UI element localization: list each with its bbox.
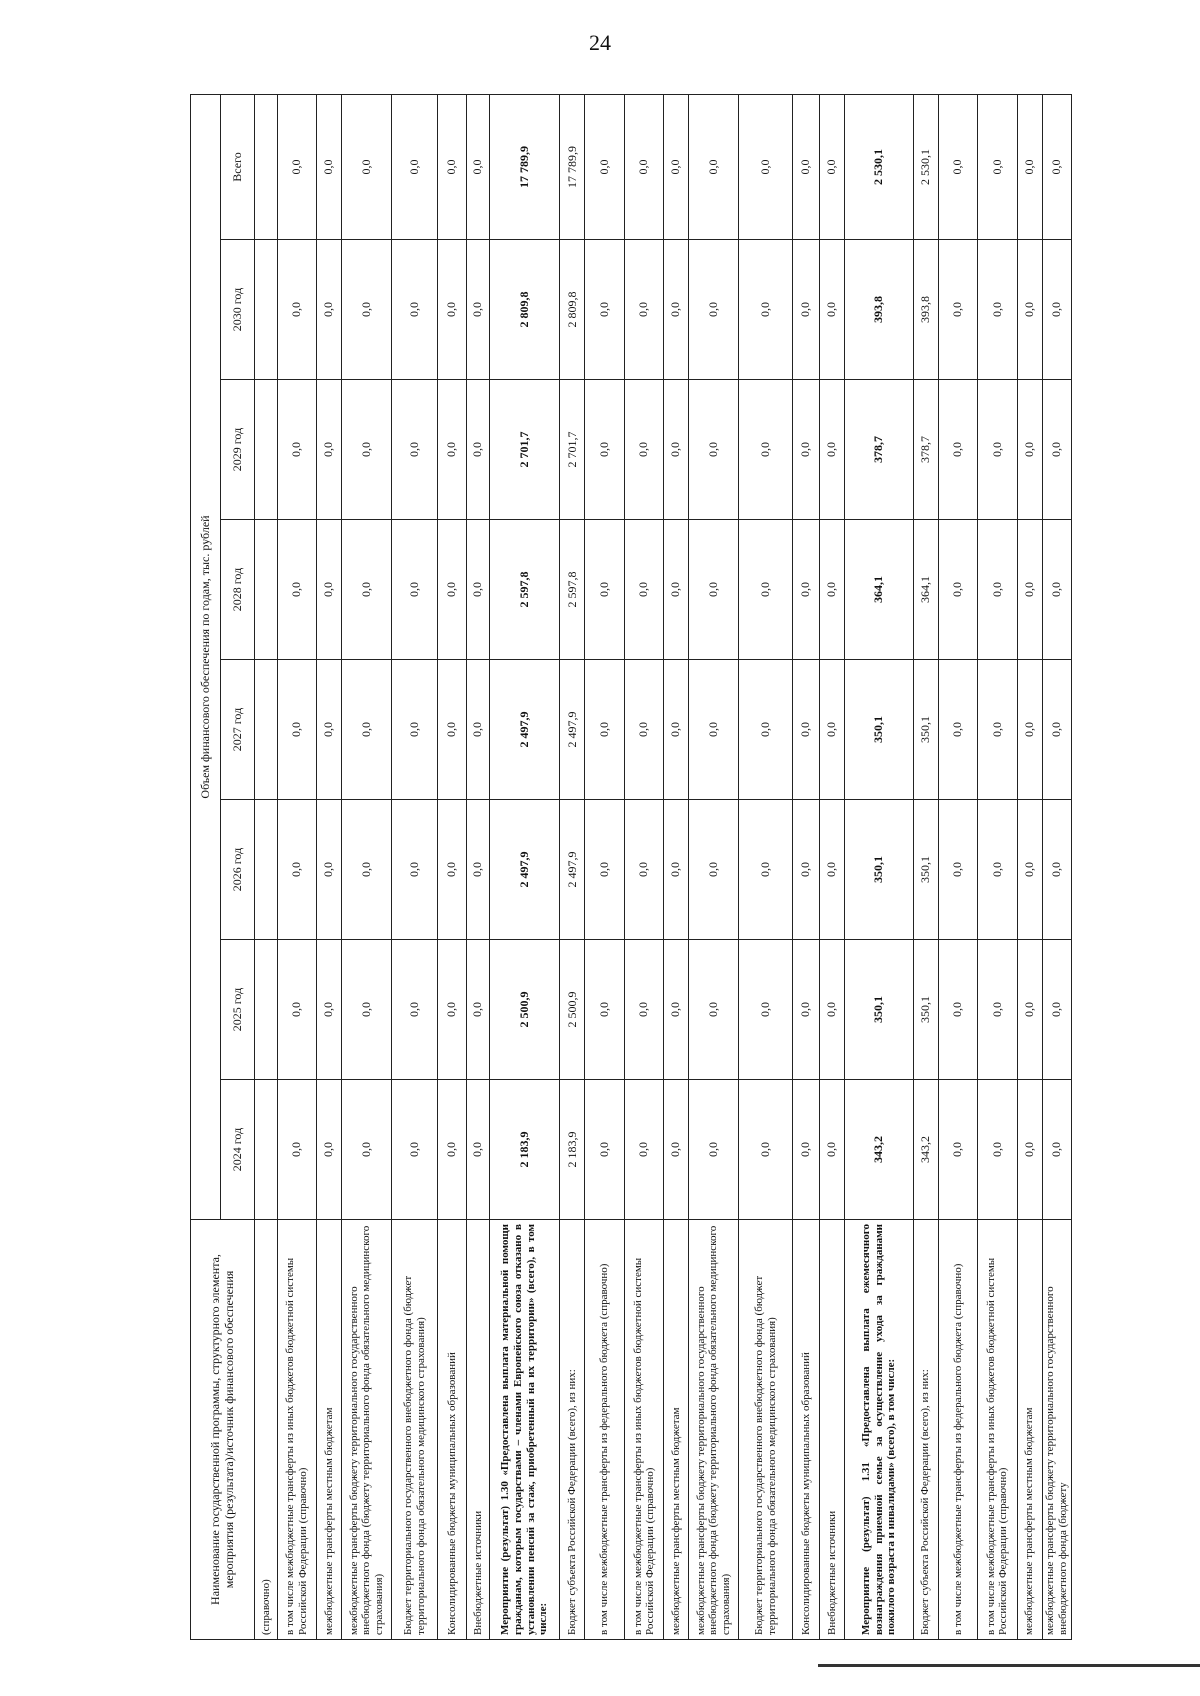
- value-cell: 0,0: [664, 660, 689, 800]
- row-label: межбюджетные трансферты местным бюджетам: [1017, 1220, 1042, 1640]
- total-cell: 0,0: [793, 94, 820, 239]
- table-row: [342, 94, 392, 1639]
- row-label: Бюджет территориального государственного внебюджетного фонда (бюджет территориального фонда обязательного медицинского страхования): [739, 1220, 793, 1640]
- value-cell: 0,0: [938, 660, 977, 800]
- value-cell: 0,0: [437, 800, 466, 940]
- value-cell: 0,0: [1042, 940, 1071, 1080]
- value-cell: 2 497,9: [489, 660, 560, 800]
- value-cell: 0,0: [938, 940, 977, 1080]
- value-cell: 0,0: [392, 520, 438, 660]
- value-cell: [255, 240, 278, 380]
- value-cell: 0,0: [624, 660, 663, 800]
- value-cell: 0,0: [317, 380, 342, 520]
- value-cell: 350,1: [913, 800, 938, 940]
- value-cell: 0,0: [820, 1080, 845, 1220]
- row-label: Мероприятие (результат) 1.30 «Предоставлена выплата материальной помощи гражданам, которым государствами – членами Европейского союза отказано в установлении пенсий за стаж, приобретенный на их территории» (всего), в том числе:: [489, 1220, 560, 1640]
- value-cell: 0,0: [664, 380, 689, 520]
- value-cell: 0,0: [437, 940, 466, 1080]
- year-header: 2027 год: [221, 660, 255, 800]
- value-cell: 0,0: [342, 800, 392, 940]
- table-row: [392, 94, 438, 1639]
- value-cell: 0,0: [392, 660, 438, 800]
- value-cell: 0,0: [1042, 520, 1071, 660]
- value-cell: 343,2: [913, 1080, 938, 1220]
- value-cell: 0,0: [820, 940, 845, 1080]
- table-row: [466, 94, 489, 1639]
- value-cell: [255, 660, 278, 800]
- value-cell: 0,0: [820, 240, 845, 380]
- value-cell: 0,0: [277, 660, 316, 800]
- page-number: 24: [589, 30, 611, 55]
- value-cell: 2 701,7: [489, 380, 560, 520]
- table-row: [820, 94, 845, 1639]
- value-cell: 0,0: [277, 800, 316, 940]
- value-cell: 0,0: [739, 240, 793, 380]
- table-row: [489, 94, 560, 1639]
- value-cell: 0,0: [739, 940, 793, 1080]
- row-label: в том числе межбюджетные трансферты из федерального бюджета (справочно): [938, 1220, 977, 1640]
- total-cell: 0,0: [1017, 94, 1042, 239]
- value-cell: 0,0: [585, 380, 624, 520]
- value-cell: 0,0: [664, 800, 689, 940]
- table-row: [277, 94, 316, 1639]
- value-cell: 0,0: [277, 240, 316, 380]
- value-cell: 0,0: [664, 1080, 689, 1220]
- value-cell: 0,0: [820, 380, 845, 520]
- value-cell: 393,8: [845, 240, 914, 380]
- value-cell: 0,0: [739, 380, 793, 520]
- header-row-1: [191, 94, 221, 1639]
- year-header: 2026 год: [221, 800, 255, 940]
- total-cell: 0,0: [739, 94, 793, 239]
- value-cell: 0,0: [739, 660, 793, 800]
- year-header: 2030 год: [221, 240, 255, 380]
- value-cell: 0,0: [689, 660, 739, 800]
- value-cell: 350,1: [913, 660, 938, 800]
- table-row: [560, 94, 585, 1639]
- value-cell: 0,0: [317, 520, 342, 660]
- value-cell: 0,0: [317, 660, 342, 800]
- value-cell: 2 500,9: [489, 940, 560, 1080]
- row-label: межбюджетные трансферты бюджету территориального государственного внебюджетного фонда (бюджету территориального фонда обязательного медицинского страхования): [689, 1220, 739, 1640]
- value-cell: 0,0: [793, 1080, 820, 1220]
- row-label: межбюджетные трансферты бюджету территориального государственного внебюджетного фонда (бюджету территориального фонда обязательного медицинского страхования): [342, 1220, 392, 1640]
- value-cell: 0,0: [1017, 940, 1042, 1080]
- value-cell: 0,0: [392, 800, 438, 940]
- row-label: Внебюджетные источники: [820, 1220, 845, 1640]
- table-row: [689, 94, 739, 1639]
- value-cell: 0,0: [624, 1080, 663, 1220]
- value-cell: 0,0: [938, 1080, 977, 1220]
- row-label: межбюджетные трансферты бюджету территориального государственного внебюджетного фонда (бюджету: [1042, 1220, 1071, 1640]
- value-cell: 393,8: [913, 240, 938, 380]
- value-cell: 0,0: [624, 940, 663, 1080]
- value-cell: 343,2: [845, 1080, 914, 1220]
- value-cell: 2 497,9: [560, 660, 585, 800]
- value-cell: 0,0: [392, 380, 438, 520]
- value-cell: 0,0: [739, 1080, 793, 1220]
- value-cell: 0,0: [585, 660, 624, 800]
- value-cell: 0,0: [342, 940, 392, 1080]
- value-cell: 0,0: [793, 940, 820, 1080]
- value-cell: 0,0: [793, 380, 820, 520]
- total-cell: 0,0: [342, 94, 392, 239]
- table-row: [317, 94, 342, 1639]
- value-cell: 350,1: [845, 660, 914, 800]
- table-row: [913, 94, 938, 1639]
- value-cell: 0,0: [689, 940, 739, 1080]
- value-cell: 0,0: [938, 800, 977, 940]
- value-cell: 0,0: [1042, 240, 1071, 380]
- total-cell: 0,0: [1042, 94, 1071, 239]
- value-cell: 0,0: [342, 1080, 392, 1220]
- row-label: Бюджет субъекта Российской Федерации (всего), из них:: [913, 1220, 938, 1640]
- total-cell: 0,0: [585, 94, 624, 239]
- value-cell: 0,0: [978, 520, 1017, 660]
- value-cell: 0,0: [277, 1080, 316, 1220]
- value-cell: 2 183,9: [560, 1080, 585, 1220]
- value-cell: 0,0: [437, 1080, 466, 1220]
- year-header: 2028 год: [221, 520, 255, 660]
- value-cell: 0,0: [317, 940, 342, 1080]
- value-cell: 2 597,8: [560, 520, 585, 660]
- year-header: 2029 год: [221, 380, 255, 520]
- value-cell: 0,0: [978, 380, 1017, 520]
- value-cell: 0,0: [466, 940, 489, 1080]
- value-cell: 0,0: [689, 800, 739, 940]
- value-cell: [255, 800, 278, 940]
- value-cell: 0,0: [689, 380, 739, 520]
- value-cell: 0,0: [1042, 660, 1071, 800]
- value-cell: 0,0: [392, 240, 438, 380]
- total-header: Всего: [221, 94, 255, 239]
- value-cell: 350,1: [845, 940, 914, 1080]
- table-row: [585, 94, 624, 1639]
- value-cell: 0,0: [585, 1080, 624, 1220]
- total-cell: 2 530,1: [845, 94, 914, 239]
- value-cell: 0,0: [938, 520, 977, 660]
- value-cell: 2 497,9: [489, 800, 560, 940]
- row-label: Консолидированные бюджеты муниципальных образований: [793, 1220, 820, 1640]
- value-cell: 0,0: [793, 520, 820, 660]
- value-cell: 0,0: [317, 1080, 342, 1220]
- value-cell: 0,0: [392, 940, 438, 1080]
- value-cell: 378,7: [913, 380, 938, 520]
- value-cell: 0,0: [820, 800, 845, 940]
- row-label: Консолидированные бюджеты муниципальных образований: [437, 1220, 466, 1640]
- row-label: Бюджет территориального государственного внебюджетного фонда (бюджет территориального фонда обязательного медицинского страхования): [392, 1220, 438, 1640]
- value-cell: 2 809,8: [489, 240, 560, 380]
- value-cell: 0,0: [793, 240, 820, 380]
- value-cell: 378,7: [845, 380, 914, 520]
- total-cell: 0,0: [820, 94, 845, 239]
- row-label: Мероприятие (результат) 1.31 «Предоставлена выплата ежемесячного вознаграждения приемной семье за осуществление ухода за гражданами пожилого возраста и инвалидами» (всего), в том числе:: [845, 1220, 914, 1640]
- value-cell: 0,0: [624, 380, 663, 520]
- value-cell: 2 701,7: [560, 380, 585, 520]
- value-cell: 0,0: [342, 380, 392, 520]
- table-row: [739, 94, 793, 1639]
- value-cell: 2 183,9: [489, 1080, 560, 1220]
- value-cell: 0,0: [437, 660, 466, 800]
- table-row: [664, 94, 689, 1639]
- value-cell: [255, 1080, 278, 1220]
- value-cell: 0,0: [689, 1080, 739, 1220]
- total-cell: 0,0: [437, 94, 466, 239]
- total-cell: 0,0: [277, 94, 316, 239]
- group-header: Объем финансового обеспечения по годам, тыс. рублей: [191, 94, 221, 1219]
- value-cell: 0,0: [1017, 800, 1042, 940]
- value-cell: 0,0: [820, 520, 845, 660]
- value-cell: 0,0: [342, 520, 392, 660]
- table-row: [1017, 94, 1042, 1639]
- value-cell: 0,0: [938, 240, 977, 380]
- value-cell: 2 497,9: [560, 800, 585, 940]
- financing-table: [190, 94, 1072, 1640]
- value-cell: 0,0: [342, 240, 392, 380]
- value-cell: 0,0: [342, 660, 392, 800]
- value-cell: 0,0: [1042, 1080, 1071, 1220]
- table-row: [255, 94, 278, 1639]
- total-cell: 0,0: [624, 94, 663, 239]
- value-cell: 0,0: [624, 520, 663, 660]
- value-cell: 0,0: [466, 240, 489, 380]
- value-cell: 0,0: [1017, 240, 1042, 380]
- value-cell: [255, 940, 278, 1080]
- value-cell: [255, 380, 278, 520]
- value-cell: 0,0: [1042, 380, 1071, 520]
- value-cell: 0,0: [466, 1080, 489, 1220]
- value-cell: 0,0: [437, 240, 466, 380]
- name-column-header: Наименование государственной программы, структурного элемента, мероприятия (результата)/источник финансового обеспечения: [191, 1220, 255, 1640]
- value-cell: 0,0: [437, 380, 466, 520]
- value-cell: 0,0: [978, 240, 1017, 380]
- row-label: межбюджетные трансферты местным бюджетам: [317, 1220, 342, 1640]
- value-cell: 0,0: [978, 800, 1017, 940]
- row-label: (справочно): [255, 1220, 278, 1640]
- total-cell: 2 530,1: [913, 94, 938, 239]
- total-cell: 0,0: [664, 94, 689, 239]
- value-cell: 0,0: [624, 800, 663, 940]
- table-row: [845, 94, 914, 1639]
- table-body: [255, 94, 1072, 1639]
- value-cell: 0,0: [466, 660, 489, 800]
- total-cell: 17 789,9: [560, 94, 585, 239]
- value-cell: 0,0: [1017, 380, 1042, 520]
- value-cell: 0,0: [1042, 800, 1071, 940]
- value-cell: 0,0: [1017, 1080, 1042, 1220]
- value-cell: 0,0: [739, 800, 793, 940]
- row-label: Бюджет субъекта Российской Федерации (всего), из них:: [560, 1220, 585, 1640]
- value-cell: 0,0: [585, 940, 624, 1080]
- total-cell: 0,0: [392, 94, 438, 239]
- table-row: [624, 94, 663, 1639]
- value-cell: 0,0: [793, 660, 820, 800]
- row-label: в том числе межбюджетные трансферты из иных бюджетов бюджетной системы Российской Федерации (справочно): [624, 1220, 663, 1640]
- table-row: [938, 94, 977, 1639]
- value-cell: 0,0: [466, 800, 489, 940]
- value-cell: 0,0: [317, 800, 342, 940]
- total-cell: [255, 94, 278, 239]
- value-cell: 0,0: [1017, 660, 1042, 800]
- value-cell: 0,0: [689, 240, 739, 380]
- value-cell: 0,0: [664, 240, 689, 380]
- row-label: в том числе межбюджетные трансферты из федерального бюджета (справочно): [585, 1220, 624, 1640]
- value-cell: 364,1: [913, 520, 938, 660]
- value-cell: 0,0: [277, 940, 316, 1080]
- total-cell: 0,0: [938, 94, 977, 239]
- value-cell: 2 809,8: [560, 240, 585, 380]
- value-cell: 0,0: [317, 240, 342, 380]
- value-cell: 0,0: [739, 520, 793, 660]
- value-cell: 0,0: [466, 520, 489, 660]
- value-cell: 0,0: [585, 240, 624, 380]
- value-cell: 350,1: [845, 800, 914, 940]
- value-cell: 364,1: [845, 520, 914, 660]
- year-header: 2024 год: [221, 1080, 255, 1220]
- total-cell: 0,0: [978, 94, 1017, 239]
- value-cell: 2 597,8: [489, 520, 560, 660]
- total-cell: 0,0: [317, 94, 342, 239]
- value-cell: 2 500,9: [560, 940, 585, 1080]
- value-cell: 0,0: [466, 380, 489, 520]
- value-cell: 0,0: [664, 520, 689, 660]
- row-label: в том числе межбюджетные трансферты из иных бюджетов бюджетной системы Российской Федерации (справочно): [277, 1220, 316, 1640]
- value-cell: 0,0: [664, 940, 689, 1080]
- value-cell: 0,0: [585, 800, 624, 940]
- value-cell: 0,0: [793, 800, 820, 940]
- value-cell: 0,0: [437, 520, 466, 660]
- value-cell: 0,0: [978, 940, 1017, 1080]
- table-row: [793, 94, 820, 1639]
- table-row: [437, 94, 466, 1639]
- value-cell: 0,0: [624, 240, 663, 380]
- value-cell: 0,0: [938, 380, 977, 520]
- bottom-edge-line: [818, 1664, 1200, 1667]
- table-row: [1042, 94, 1071, 1639]
- total-cell: 0,0: [466, 94, 489, 239]
- year-header: 2025 год: [221, 940, 255, 1080]
- value-cell: 0,0: [277, 380, 316, 520]
- value-cell: 0,0: [978, 1080, 1017, 1220]
- row-label: межбюджетные трансферты местным бюджетам: [664, 1220, 689, 1640]
- rotated-table-wrapper: [190, 95, 1072, 1640]
- value-cell: 0,0: [820, 660, 845, 800]
- value-cell: [255, 520, 278, 660]
- value-cell: 0,0: [392, 1080, 438, 1220]
- value-cell: 350,1: [913, 940, 938, 1080]
- total-cell: 0,0: [689, 94, 739, 239]
- total-cell: 17 789,9: [489, 94, 560, 239]
- row-label: Внебюджетные источники: [466, 1220, 489, 1640]
- row-label: в том числе межбюджетные трансферты из иных бюджетов бюджетной системы Российской Федерации (справочно): [978, 1220, 1017, 1640]
- value-cell: 0,0: [978, 660, 1017, 800]
- value-cell: 0,0: [277, 520, 316, 660]
- value-cell: 0,0: [1017, 520, 1042, 660]
- value-cell: 0,0: [689, 520, 739, 660]
- value-cell: 0,0: [585, 520, 624, 660]
- table-row: [978, 94, 1017, 1639]
